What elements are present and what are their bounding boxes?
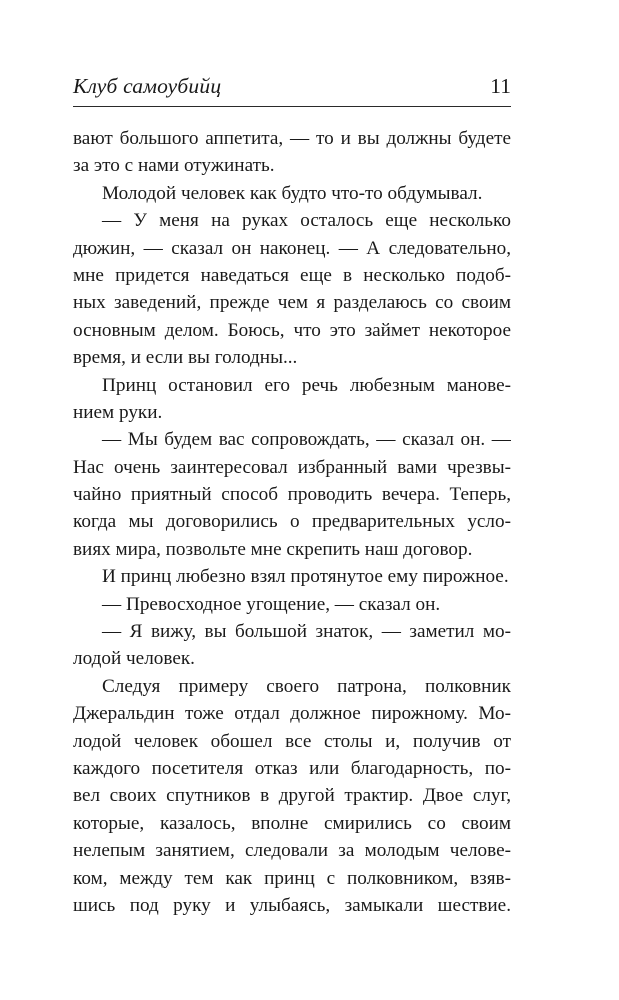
text-line: нелепым занятием, следовали за молодым челове- xyxy=(73,840,511,862)
text-line: — Я вижу, вы большой знаток, — заметил мо- xyxy=(102,621,511,643)
header-rule xyxy=(73,106,511,107)
text-line: вают большого аппетита, — то и вы должны будете xyxy=(73,128,511,149)
text-line: лодой человек. xyxy=(73,648,195,670)
text-line: шись под руку и улыбаясь, замыкали шествие. xyxy=(73,894,511,916)
text-line: основным делом. Боюсь, что это займет некоторое xyxy=(73,319,511,341)
text-line: ком, между тем как принц с полковником, взяв- xyxy=(73,867,511,889)
text-line: — Мы будем вас сопровождать, — сказал он. — xyxy=(102,429,511,451)
text-line: Принц остановил его речь любезным манове- xyxy=(102,374,511,396)
text-line: ных заведений, прежде чем я разделаюсь со своим xyxy=(73,292,511,314)
running-title: Клуб самоубийц xyxy=(73,74,222,98)
text-line: чайно приятный способ проводить вечера. Теперь, xyxy=(73,484,511,506)
text-line: за это с нами отужинать. xyxy=(73,155,275,177)
text-line: — Превосходное угощение, — сказал он. xyxy=(102,593,441,615)
text-line: нием руки. xyxy=(73,401,163,423)
text-line: время, и если вы голодны... xyxy=(73,347,298,369)
text-line: дюжин, — сказал он наконец. — А следовательно, xyxy=(73,237,511,259)
text-line: мне придется наведаться еще в несколько подоб- xyxy=(73,264,511,286)
running-head xyxy=(73,74,511,106)
text-line: каждого посетителя отказ или благодарность, по- xyxy=(73,757,511,779)
text-line: когда мы договорились о предварительных усло- xyxy=(73,511,511,533)
page-number: 11 xyxy=(490,74,511,98)
text-line: Джеральдин тоже отдал должное пирожному. Мо- xyxy=(73,703,511,725)
text-line: которые, казалось, вполне смирились со своим xyxy=(73,812,511,834)
text-line: Следуя примеру своего патрона, полковник xyxy=(102,675,511,697)
text-line: вел своих спутников в другой трактир. Двое слуг, xyxy=(73,785,511,807)
text-line: Нас очень заинтересовал избранный вами чрезвы- xyxy=(73,456,511,478)
text-line: И принц любезно взял протянутое ему пирожное. xyxy=(102,566,509,588)
text-line: лодой человек обошел все столы и, получив от xyxy=(73,730,511,752)
text-line: Молодой человек как будто что-то обдумывал. xyxy=(102,182,483,204)
body-text xyxy=(73,125,511,919)
text-line: — У меня на руках осталось еще несколько xyxy=(102,210,511,232)
text-line: виях мира, позвольте мне скрепить наш договор. xyxy=(73,538,473,560)
